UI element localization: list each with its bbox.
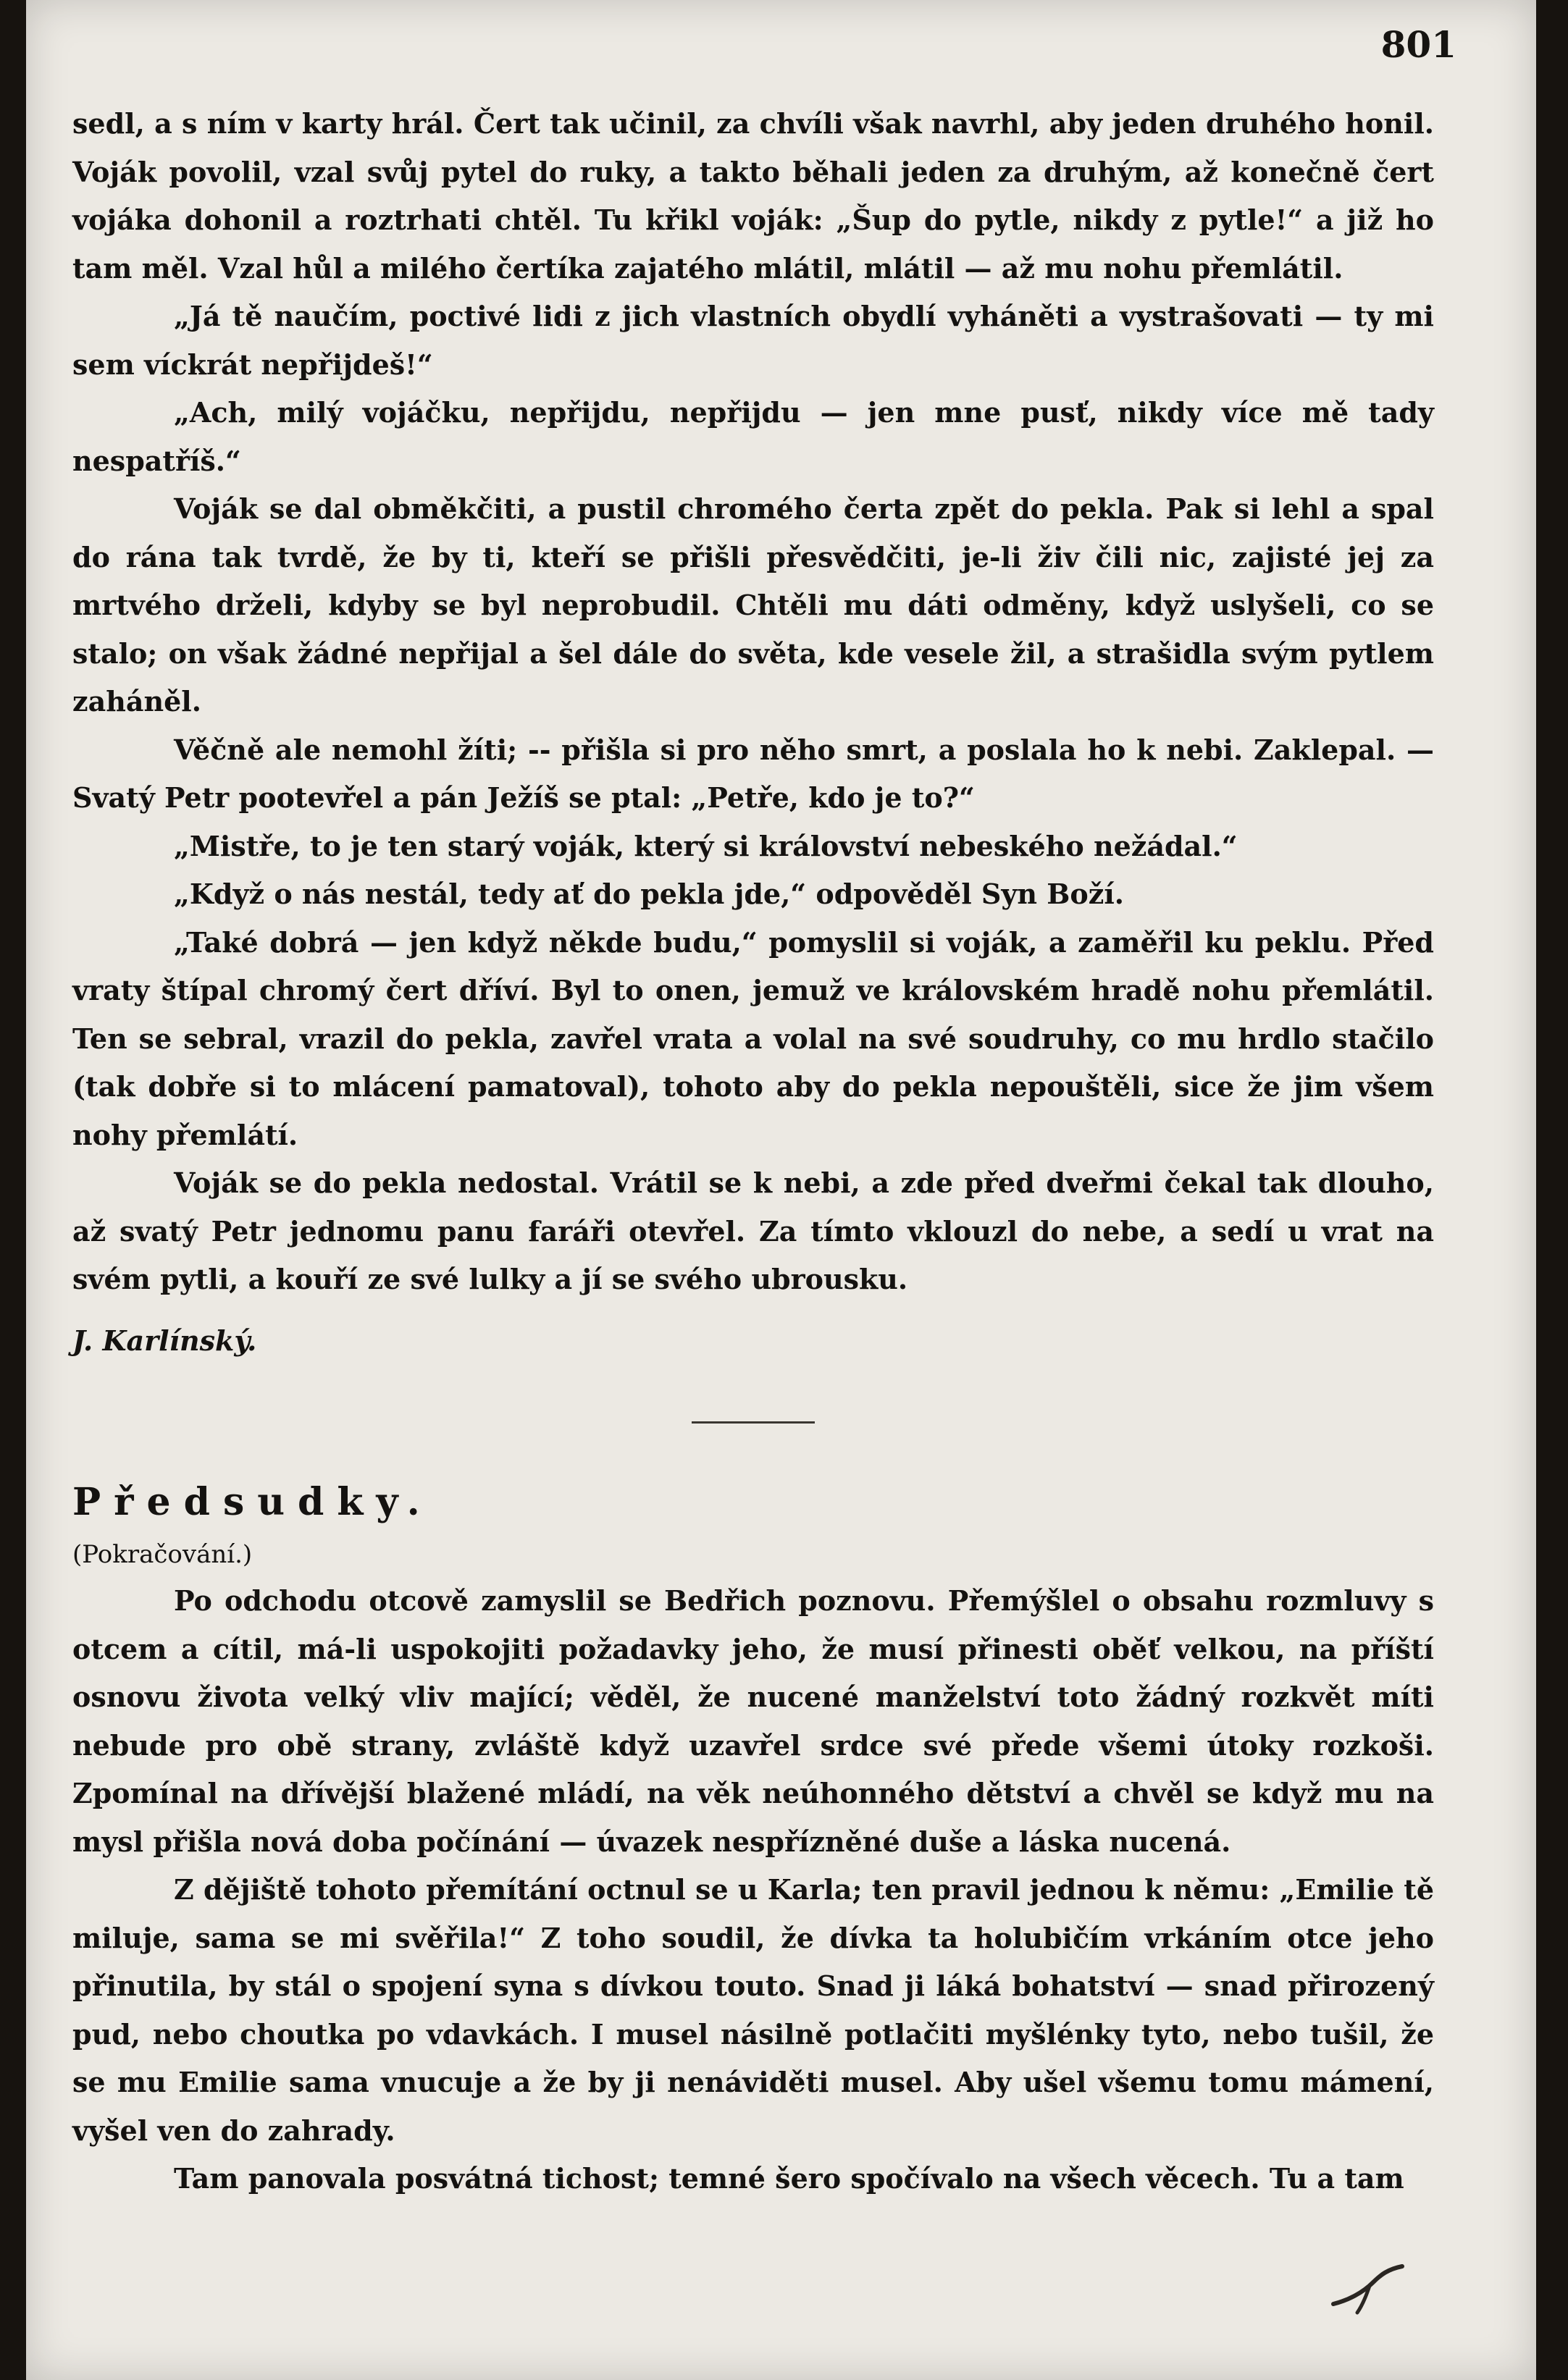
ink-mark-icon (1330, 2261, 1409, 2318)
paragraph: sedl, a s ním v karty hrál. Čert tak učinil, za chvíli však navrhl, aby jeden druhého honil. Voják povolil, vzal svůj pytel do ruky, a takto běhali jeden za druhým, až konečně čert vojáka dohonil a roztrhati chtěl. Tu křikl voják: „Šup do pytle, nikdy z pytle!“ a již ho tam měl. Vzal hůl a milého čertíka zajatého mlátil, mlátil — až mu nohu přemlátil. (72, 107, 1434, 285)
paragraph: Věčně ale nemohl žíti; -- přišla si pro něho smrt, a poslala ho k nebi. Zaklepal. — Svatý Petr pootevřel a pán Ježíš se ptal: „Petře, kdo je to?“ (72, 733, 1434, 814)
article-subtitle: (Pokračování.) (72, 1540, 253, 1569)
page-body (72, 100, 1434, 2203)
paragraph: „Když o nás nestál, tedy ať do pekla jde,“ odpověděl Syn Boží. (174, 878, 1124, 910)
paragraph: Voják se dal obměkčiti, a pustil chromého čerta zpět do pekla. Pak si lehl a spal do rána tak tvrdě, že by ti, kteří se přišli přesvědčiti, je-li živ čili nic, zajisté jej za mrtvého drželi, kdyby se byl neprobudil. Chtěli mu dáti odměny, když uslyšeli, co se stalo; on však žádné nepřijal a šel dále do světa, kde vesele žil, a strašidla svým pytlem zaháněl. (72, 492, 1434, 718)
paragraph: „Já tě naučím, poctivé lidi z jich vlastních obydlí vyháněti a vystrašovati — ty mi sem víckrát nepřijdeš!“ (72, 300, 1434, 381)
paragraph: „Také dobrá — jen když někde budu,“ pomyslil si voják, a zaměřil ku peklu. Před vraty štípal chromý čert dříví. Byl to onen, jemuž ve královském hradě nohu přemlátil. Ten se sebral, vrazil do pekla, zavřel vrata a volal na své soudruhy, co mu hrdlo stačilo (tak dobře si to mlácení pamatoval), tohoto aby do pekla nepouštěli, sice že jim všem nohy přemlátí. (72, 925, 1434, 1151)
page-number: 801 (1380, 23, 1456, 66)
paragraph: „Ach, milý vojáčku, nepřijdu, nepřijdu — jen mne pusť, nikdy více mě tady nespatříš.“ (72, 396, 1434, 477)
author-signature: J. Karlínský. (72, 1324, 257, 1357)
paragraph: Voják se do pekla nedostal. Vrátil se k nebi, a zde před dveřmi čekal tak dlouho, až svatý Petr jednomu panu faráři otevřel. Za tímto vklouzl do nebe, a sedí u vrat na svém pytli, a kouří ze své lulky a jí se svého ubrousku. (72, 1166, 1434, 1295)
section-divider (692, 1421, 815, 1424)
paragraph: Po odchodu otcově zamyslil se Bedřich poznovu. Přemýšlel o obsahu rozmluvy s otcem a cítil, má-li uspokojiti požadavky jeho, že musí přinesti oběť velkou, na příští osnovu života velký vliv mající; věděl, že nucené manželství toto žádný rozkvět míti nebude pro obě strany, zvláště když uzavřel srdce své přede všemi útoky rozkoši. Zpomínal na dřívější blažené mládí, na věk neúhonného dětství a chvěl se když mu na mysl přišla nová doba počínání — úvazek nespřízněné duše a láska nucená. (72, 1584, 1434, 1858)
paragraph: Z dějiště tohoto přemítání octnul se u Karla; ten pravil jednou k němu: „Emilie tě miluje, sama se mi svěřila!“ Z toho soudil, že dívka ta holubičím vrkáním otce jeho přinutila, by stál o spojení syna s dívkou touto. Snad ji láká bohatství — snad přirozený pud, nebo choutka po vdavkách. I musel násilně potlačiti myšlénky tyto, nebo tušil, že se mu Emilie sama vnucuje a že by ji nenáviděti musel. Aby ušel všemu tomu mámení, vyšel ven do zahrady. (72, 1873, 1434, 2147)
paragraph: „Mistře, to je ten starý voják, který si království nebeského nežádal.“ (174, 829, 1238, 862)
article-title: Předsudky. (72, 1480, 433, 1524)
paragraph: Tam panovala posvátná tichost; temné šero spočívalo na všech věcech. Tu a tam (174, 2162, 1404, 2195)
scanned-page (26, 0, 1536, 2380)
